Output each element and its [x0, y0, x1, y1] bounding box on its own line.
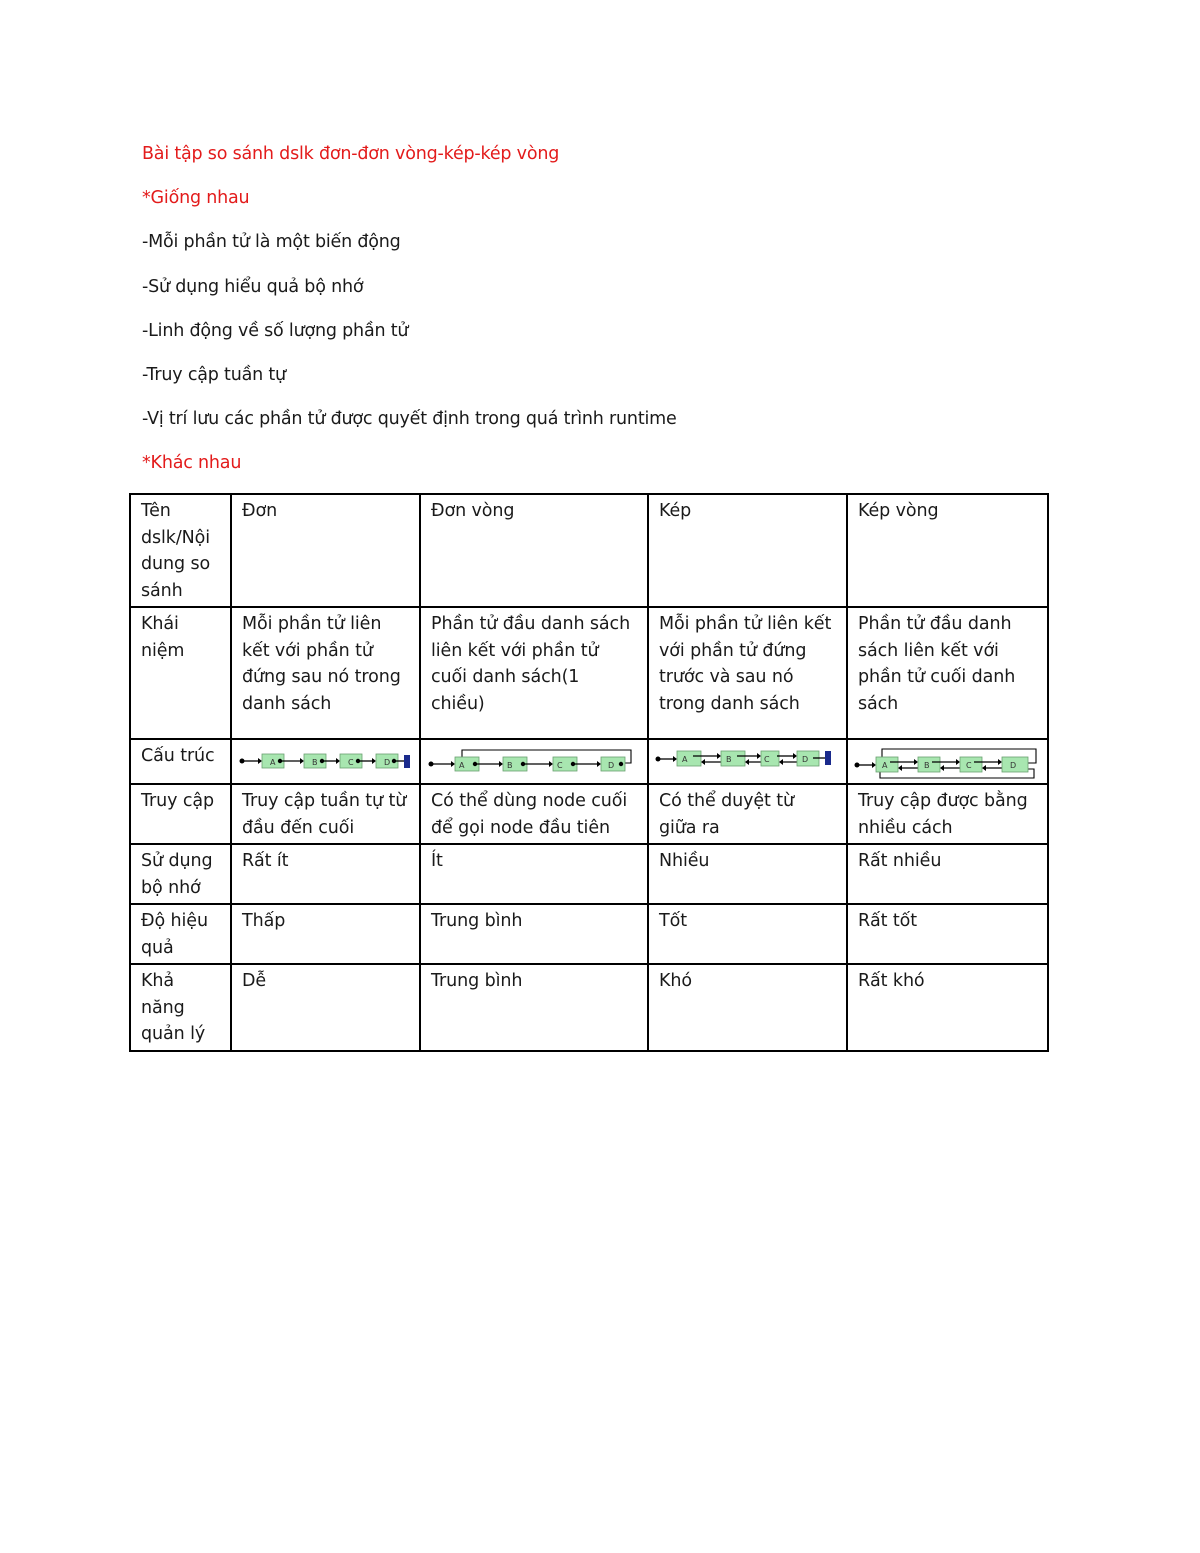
- table-cell: Trung bình: [420, 904, 648, 964]
- table-cell: Thấp: [231, 904, 420, 964]
- table-cell: Khó: [648, 964, 847, 1051]
- table-cell: Phần tử đầu danh sách liên kết với phần tử cuối danh sách: [847, 607, 1048, 739]
- diagram-node: [1002, 757, 1028, 772]
- table-cell: Có thể duyệt từ giữa ra: [648, 784, 847, 844]
- svg-text:C: C: [557, 760, 563, 770]
- similarity-item: -Vị trí lưu các phần tử được quyết định trong quá trình runtime: [142, 409, 677, 429]
- single-linked-list-diagram: [236, 745, 417, 781]
- table-cell: Phần tử đầu danh sách liên kết với phần tử cuối danh sách(1 chiều): [420, 607, 648, 739]
- single-circular-linked-list-diagram: [425, 745, 645, 781]
- diagram-node: [918, 757, 940, 772]
- table-cell-diagram: [847, 739, 1048, 784]
- row-label: Khái niệm: [130, 607, 231, 739]
- header-cell-single: Đơn: [231, 494, 420, 607]
- table-row-efficiency: [130, 904, 1048, 964]
- table-cell: Mỗi phần tử liên kết với phần tử đứng trước và sau nó trong danh sách: [648, 607, 847, 739]
- svg-text:D: D: [1010, 760, 1017, 770]
- svg-text:A: A: [682, 754, 688, 764]
- table-header-row: [130, 494, 1048, 607]
- double-linked-list-diagram: [653, 745, 843, 781]
- diagram-node: [721, 751, 745, 766]
- header-cell-criteria: Tên dslk/Nội dung so sánh: [130, 494, 231, 607]
- similarity-item: -Linh động về số lượng phần tử: [142, 321, 409, 341]
- differences-heading: *Khác nhau: [142, 453, 242, 473]
- header-cell-single-circular: Đơn vòng: [420, 494, 648, 607]
- svg-text:B: B: [924, 760, 930, 770]
- double-circular-linked-list-diagram: [852, 743, 1044, 783]
- table-cell: Tốt: [648, 904, 847, 964]
- diagram-node: [761, 751, 779, 766]
- similarities-heading: *Giống nhau: [142, 188, 250, 208]
- similarity-item: -Truy cập tuần tự: [142, 365, 286, 385]
- table-cell: Rất nhiều: [847, 844, 1048, 904]
- table-row-access: [130, 784, 1048, 844]
- diagram-node: [876, 757, 898, 772]
- row-label: Độ hiệu quả: [130, 904, 231, 964]
- table-cell: Rất ít: [231, 844, 420, 904]
- svg-text:A: A: [882, 760, 888, 770]
- svg-text:B: B: [507, 760, 513, 770]
- svg-text:D: D: [802, 754, 809, 764]
- table-cell-diagram: [420, 739, 648, 784]
- table-row-concept: [130, 607, 1048, 739]
- null-terminator: [404, 755, 410, 768]
- table-cell: Nhiều: [648, 844, 847, 904]
- table-cell: Mỗi phần tử liên kết với phần tử đứng sau nó trong danh sách: [231, 607, 420, 739]
- svg-text:A: A: [270, 757, 276, 767]
- row-label: Khả năng quản lý: [130, 964, 231, 1051]
- table-cell: Trung bình: [420, 964, 648, 1051]
- diagram-node: [960, 757, 982, 772]
- row-label: Sử dụng bộ nhớ: [130, 844, 231, 904]
- document-title: Bài tập so sánh dslk đơn-đơn vòng-kép-kép vòng: [142, 144, 560, 164]
- svg-text:C: C: [764, 754, 770, 764]
- table-row-management: [130, 964, 1048, 1051]
- table-row-structure: [130, 739, 1048, 784]
- svg-text:A: A: [459, 760, 465, 770]
- table-cell: Rất khó: [847, 964, 1048, 1051]
- diagram-node: [677, 751, 701, 766]
- row-label: Truy cập: [130, 784, 231, 844]
- null-terminator: [825, 751, 831, 765]
- table-cell-diagram: [648, 739, 847, 784]
- table-cell: Truy cập được bằng nhiều cách: [847, 784, 1048, 844]
- svg-text:C: C: [348, 757, 354, 767]
- table-cell-diagram: [231, 739, 420, 784]
- row-label: Cấu trúc: [130, 739, 231, 784]
- svg-text:D: D: [384, 757, 391, 767]
- header-cell-double-circular: Kép vòng: [847, 494, 1048, 607]
- svg-text:B: B: [312, 757, 318, 767]
- table-cell: Truy cập tuần tự từ đầu đến cuối: [231, 784, 420, 844]
- table-row-memory: [130, 844, 1048, 904]
- similarity-item: -Mỗi phần tử là một biến động: [142, 232, 401, 252]
- table-cell: Dễ: [231, 964, 420, 1051]
- table-cell: Rất tốt: [847, 904, 1048, 964]
- svg-text:C: C: [966, 760, 972, 770]
- table-cell: Có thể dùng node cuối để gọi node đầu tiên: [420, 784, 648, 844]
- svg-text:B: B: [726, 754, 732, 764]
- table-cell: Ít: [420, 844, 648, 904]
- header-cell-double: Kép: [648, 494, 847, 607]
- comparison-table: [129, 493, 1049, 1052]
- similarity-item: -Sử dụng hiểu quả bộ nhớ: [142, 277, 364, 297]
- svg-text:D: D: [608, 760, 615, 770]
